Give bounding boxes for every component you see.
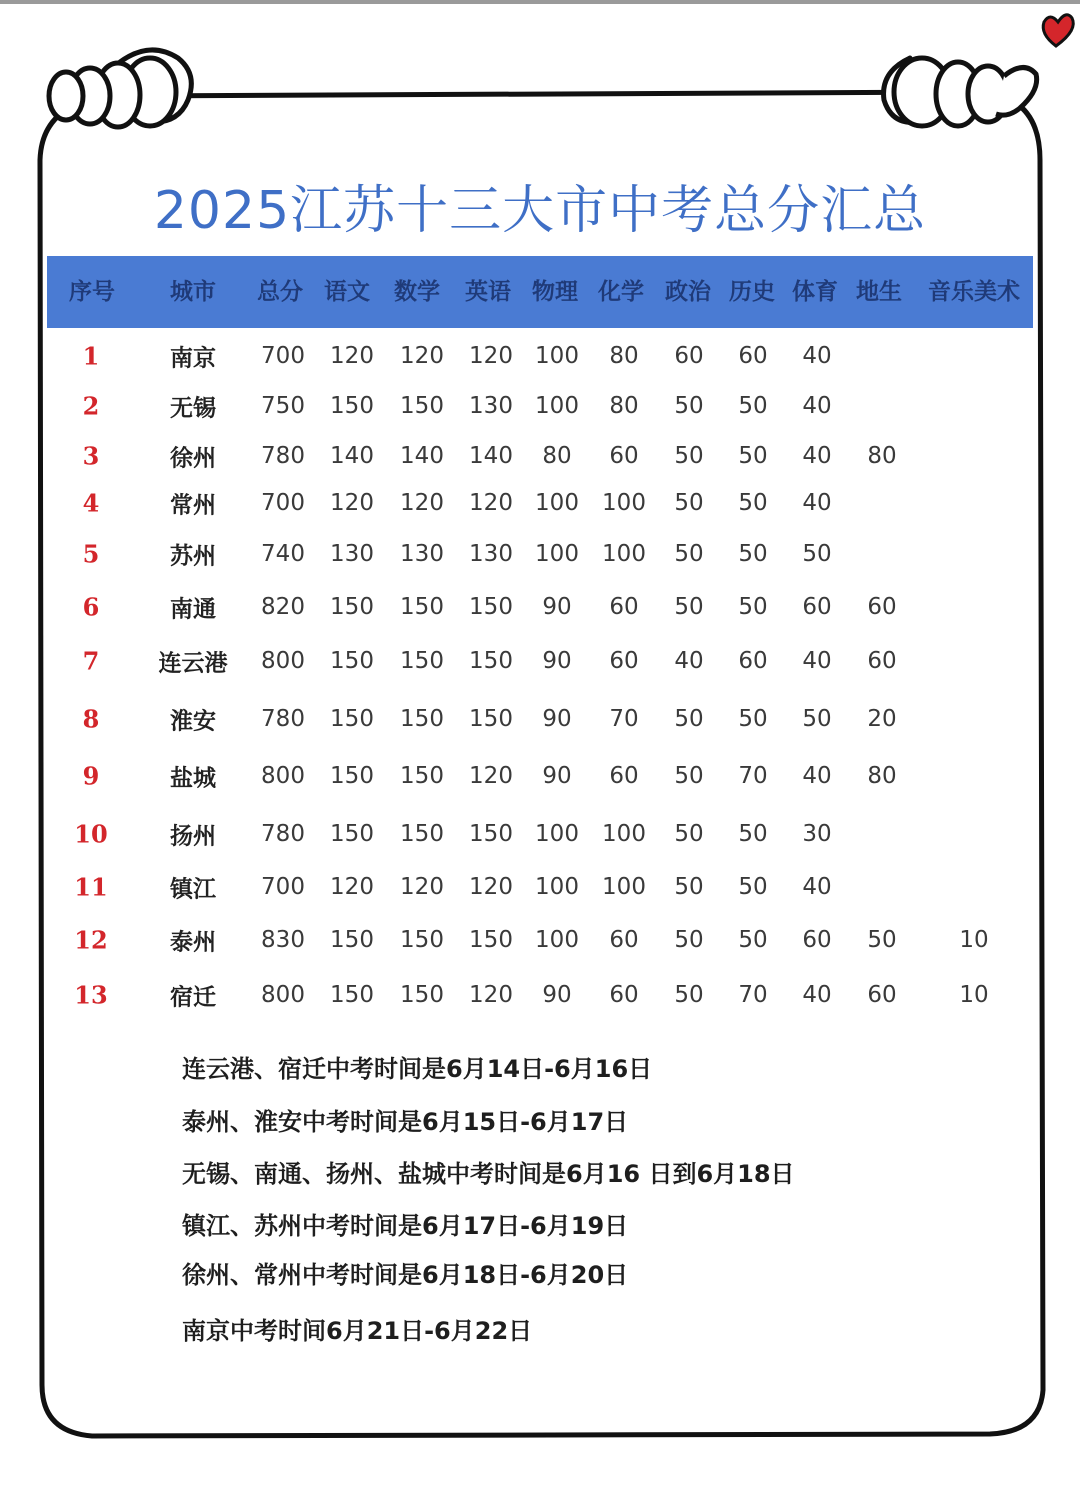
score-cell: 120 — [330, 490, 374, 516]
score-cell: 50 — [738, 594, 768, 620]
score-cell: 150 — [469, 594, 513, 620]
schedule-note: 镇江、苏州中考时间是6月17日-6月19日 — [182, 1212, 629, 1240]
score-cell: 100 — [535, 393, 579, 419]
score-cell: 150 — [330, 594, 374, 620]
row-number: 9 — [82, 761, 100, 791]
score-cell: 700 — [261, 343, 305, 369]
score-cell: 780 — [261, 821, 305, 847]
header-cell: 城市 — [170, 279, 216, 305]
score-cell: 150 — [469, 706, 513, 732]
score-cell: 10 — [959, 927, 989, 953]
score-cell: 800 — [261, 648, 305, 674]
row-number: 10 — [74, 819, 108, 849]
score-cell: 50 — [738, 393, 768, 419]
score-cell: 120 — [400, 343, 444, 369]
score-cell: 50 — [738, 541, 768, 567]
score-cell: 100 — [535, 490, 579, 516]
score-cell: 80 — [867, 443, 897, 469]
city-name: 南京 — [170, 345, 216, 372]
score-cell: 50 — [674, 490, 704, 516]
score-cell: 100 — [535, 343, 579, 369]
score-cell: 90 — [542, 594, 572, 620]
score-cell: 50 — [674, 763, 704, 789]
row-number: 12 — [74, 925, 108, 955]
score-cell: 150 — [330, 763, 374, 789]
score-cell: 60 — [609, 927, 639, 953]
header-cell: 历史 — [729, 279, 775, 305]
score-cell: 100 — [535, 821, 579, 847]
score-cell: 150 — [400, 594, 444, 620]
score-cell: 20 — [867, 706, 897, 732]
score-cell: 150 — [400, 821, 444, 847]
row-number: 2 — [82, 391, 100, 421]
city-name: 镇江 — [170, 876, 216, 903]
row-number: 6 — [82, 592, 100, 622]
score-cell: 700 — [261, 874, 305, 900]
row-number: 5 — [82, 539, 100, 569]
score-cell: 830 — [261, 927, 305, 953]
header-cell: 体育 — [792, 279, 838, 305]
score-cell: 80 — [867, 763, 897, 789]
header-cell: 序号 — [69, 279, 115, 305]
score-cell: 70 — [738, 982, 768, 1008]
score-cell: 150 — [330, 706, 374, 732]
score-cell: 700 — [261, 490, 305, 516]
score-cell: 80 — [609, 393, 639, 419]
score-cell: 120 — [469, 763, 513, 789]
score-cell: 80 — [609, 343, 639, 369]
schedule-note: 泰州、淮安中考时间是6月15日-6月17日 — [182, 1108, 629, 1136]
header-cell: 政治 — [665, 279, 711, 305]
heart-icon — [1043, 15, 1073, 46]
score-cell: 780 — [261, 443, 305, 469]
score-cell: 40 — [802, 393, 832, 419]
score-cell: 800 — [261, 982, 305, 1008]
score-cell: 100 — [535, 874, 579, 900]
score-cell: 40 — [802, 443, 832, 469]
score-cell: 50 — [802, 706, 832, 732]
score-cell: 90 — [542, 763, 572, 789]
score-cell: 40 — [802, 763, 832, 789]
score-cell: 140 — [400, 443, 444, 469]
score-cell: 800 — [261, 763, 305, 789]
schedule-note: 南京中考时间6月21日-6月22日 — [182, 1317, 533, 1345]
score-cell: 60 — [609, 594, 639, 620]
score-cell: 50 — [674, 541, 704, 567]
row-number: 8 — [82, 704, 100, 734]
score-cell: 130 — [469, 393, 513, 419]
score-cell: 120 — [469, 874, 513, 900]
header-cell: 英语 — [465, 279, 511, 305]
score-cell: 60 — [802, 927, 832, 953]
city-name: 苏州 — [170, 543, 216, 570]
row-number: 7 — [82, 646, 100, 676]
score-cell: 50 — [738, 874, 768, 900]
score-cell: 50 — [738, 443, 768, 469]
score-cell: 60 — [802, 594, 832, 620]
score-cell: 100 — [602, 874, 646, 900]
score-cell: 90 — [542, 648, 572, 674]
header-cell: 语文 — [324, 279, 370, 305]
score-cell: 750 — [261, 393, 305, 419]
score-cell: 60 — [867, 982, 897, 1008]
score-cell: 50 — [674, 821, 704, 847]
score-cell: 100 — [602, 490, 646, 516]
city-name: 淮安 — [170, 708, 216, 735]
schedule-note: 徐州、常州中考时间是6月18日-6月20日 — [182, 1261, 629, 1289]
city-name: 宿迁 — [170, 984, 216, 1011]
city-name: 扬州 — [170, 823, 216, 850]
score-cell: 740 — [261, 541, 305, 567]
city-name: 徐州 — [170, 445, 216, 472]
score-cell: 50 — [738, 490, 768, 516]
score-cell: 50 — [674, 982, 704, 1008]
score-cell: 100 — [535, 927, 579, 953]
score-cell: 150 — [400, 648, 444, 674]
page-title: 2025江苏十三大市中考总分汇总 — [153, 181, 927, 241]
score-cell: 50 — [674, 874, 704, 900]
score-cell: 60 — [867, 594, 897, 620]
score-cell: 60 — [674, 343, 704, 369]
score-cell: 140 — [330, 443, 374, 469]
score-cell: 50 — [738, 706, 768, 732]
score-cell: 130 — [469, 541, 513, 567]
score-cell: 60 — [609, 982, 639, 1008]
score-cell: 40 — [802, 648, 832, 674]
schedule-note: 无锡、南通、扬州、盐城中考时间是6月16 日到6月18日 — [182, 1160, 795, 1188]
score-cell: 150 — [400, 763, 444, 789]
score-cell: 50 — [674, 927, 704, 953]
score-cell: 60 — [609, 763, 639, 789]
row-number: 4 — [82, 488, 100, 518]
score-cell: 120 — [400, 490, 444, 516]
score-cell: 60 — [609, 443, 639, 469]
score-cell: 40 — [802, 982, 832, 1008]
score-cell: 100 — [602, 541, 646, 567]
score-cell: 50 — [674, 393, 704, 419]
score-cell: 40 — [802, 343, 832, 369]
score-cell: 120 — [469, 490, 513, 516]
row-number: 3 — [82, 441, 100, 471]
score-cell: 150 — [400, 706, 444, 732]
score-cell: 150 — [400, 393, 444, 419]
score-cell: 150 — [330, 927, 374, 953]
header-cell: 物理 — [532, 279, 578, 305]
row-number: 1 — [82, 341, 100, 371]
score-cell: 140 — [469, 443, 513, 469]
score-cell: 150 — [400, 927, 444, 953]
score-cell: 40 — [674, 648, 704, 674]
left-hand-icon — [49, 50, 191, 127]
row-number: 11 — [74, 872, 108, 902]
header-cell: 化学 — [598, 279, 644, 305]
header-cell: 数学 — [394, 279, 440, 305]
score-cell: 150 — [400, 982, 444, 1008]
score-cell: 40 — [802, 490, 832, 516]
schedule-note: 连云港、宿迁中考时间是6月14日-6月16日 — [182, 1055, 653, 1083]
score-cell: 120 — [330, 874, 374, 900]
score-cell: 90 — [542, 982, 572, 1008]
score-cell: 100 — [535, 541, 579, 567]
score-cell: 60 — [867, 648, 897, 674]
score-cell: 120 — [469, 343, 513, 369]
score-cell: 80 — [542, 443, 572, 469]
score-cell: 820 — [261, 594, 305, 620]
score-cell: 30 — [802, 821, 832, 847]
score-cell: 60 — [738, 343, 768, 369]
score-cell: 130 — [400, 541, 444, 567]
table-header — [47, 256, 1033, 328]
score-cell: 100 — [602, 821, 646, 847]
score-cell: 60 — [609, 648, 639, 674]
header-cell: 地生 — [856, 279, 902, 305]
score-cell: 70 — [738, 763, 768, 789]
city-name: 盐城 — [170, 765, 216, 792]
row-number: 13 — [74, 980, 108, 1010]
score-cell: 60 — [738, 648, 768, 674]
score-cell: 50 — [802, 541, 832, 567]
city-name: 南通 — [170, 596, 216, 623]
score-cell: 50 — [674, 594, 704, 620]
city-name: 泰州 — [170, 929, 216, 956]
header-cell: 音乐美术 — [928, 279, 1020, 305]
score-cell: 780 — [261, 706, 305, 732]
score-cell: 150 — [330, 821, 374, 847]
score-cell: 10 — [959, 982, 989, 1008]
score-cell: 150 — [469, 927, 513, 953]
score-cell: 130 — [330, 541, 374, 567]
score-cell: 120 — [469, 982, 513, 1008]
score-cell: 120 — [400, 874, 444, 900]
score-cell: 150 — [469, 821, 513, 847]
score-cell: 50 — [867, 927, 897, 953]
header-cell: 总分 — [257, 279, 303, 305]
score-cell: 50 — [674, 706, 704, 732]
score-cell: 90 — [542, 706, 572, 732]
score-cell: 50 — [738, 927, 768, 953]
score-cell: 150 — [330, 393, 374, 419]
score-cell: 70 — [609, 706, 639, 732]
score-cell: 50 — [738, 821, 768, 847]
right-hand-icon — [884, 58, 1037, 126]
score-cell: 50 — [674, 443, 704, 469]
score-cell: 120 — [330, 343, 374, 369]
score-cell: 150 — [469, 648, 513, 674]
city-name: 常州 — [170, 492, 216, 519]
score-cell: 150 — [330, 982, 374, 1008]
city-name: 无锡 — [170, 395, 216, 422]
score-cell: 40 — [802, 874, 832, 900]
score-cell: 150 — [330, 648, 374, 674]
city-name: 连云港 — [158, 650, 228, 677]
